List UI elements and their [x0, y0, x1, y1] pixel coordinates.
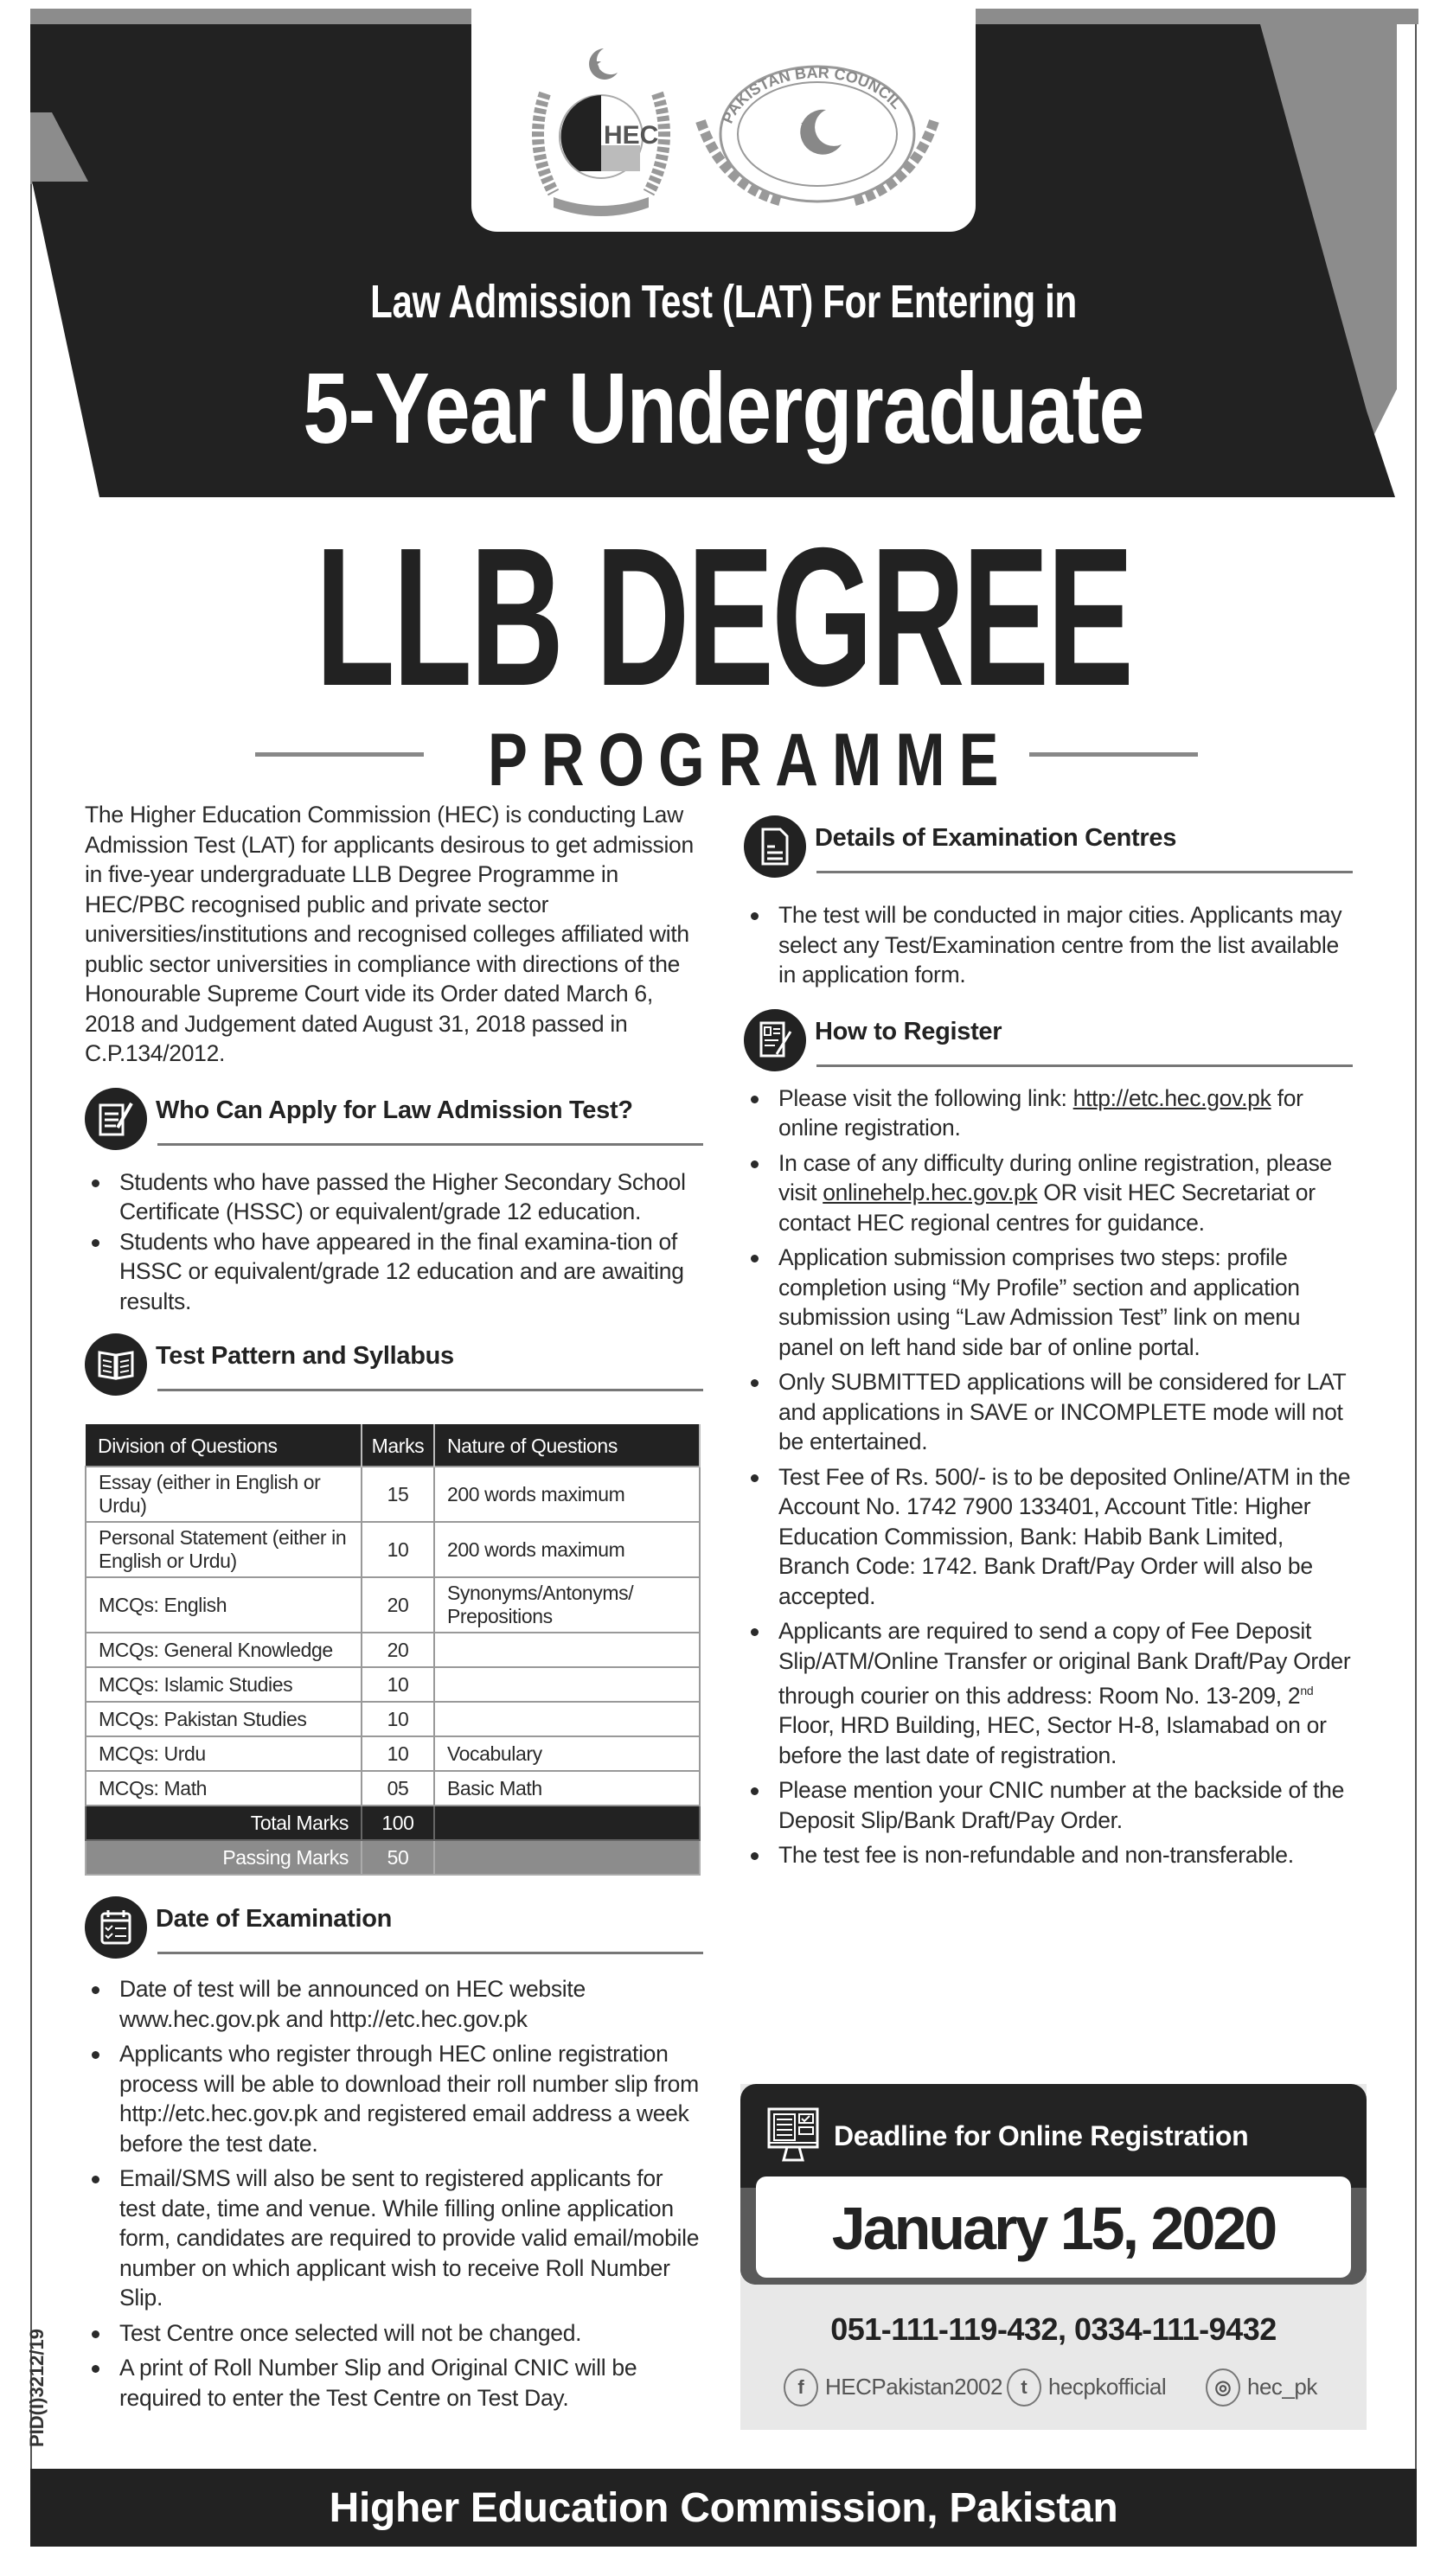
- cell-marks: 10: [362, 1522, 434, 1577]
- programme-rule-left: [255, 752, 424, 757]
- phone-numbers: 051-111-119-432, 0334-111-9432: [830, 2311, 1277, 2347]
- table-row: [86, 1467, 700, 1522]
- cell-marks: 20: [362, 1633, 434, 1667]
- list-item-text: In case of any difficulty during online registration, please visit: [778, 1149, 1332, 1205]
- list-item: Students who have appeared in the final examina-tion of HSSC or equivalent/grade 12 education and are awaiting results.: [85, 1227, 703, 1317]
- section-header-who-can-apply: [85, 1088, 703, 1150]
- row-value: 100: [362, 1806, 434, 1840]
- onlinehelp-link[interactable]: onlinehelp.hec.gov.pk: [823, 1179, 1038, 1205]
- cell-division: Essay (either in English or Urdu): [86, 1467, 362, 1522]
- cell-nature: Vocabulary: [434, 1736, 700, 1771]
- logo-panel: [471, 9, 976, 232]
- exam-centres-list: [744, 900, 1360, 990]
- list-item: Application submission comprises two steps: profile completion using “My Profile” section and application submission using “Law Admission Test” link on menu panel on left hand side bar of online portal.: [744, 1243, 1360, 1362]
- date-of-exam-list: [85, 1974, 703, 2413]
- section-rule: [816, 871, 1353, 873]
- section-header-date-of-exam: [85, 1896, 703, 1959]
- table-header-row: [86, 1424, 700, 1467]
- cell-nature: Synonyms/Antonyms/ Prepositions: [434, 1577, 700, 1633]
- twitter-icon: t: [1007, 2368, 1041, 2407]
- section-rule: [816, 1064, 1353, 1067]
- test-pattern-table: [85, 1424, 701, 1876]
- pakistan-bar-council-logo: [688, 56, 947, 212]
- cell-nature: [434, 1633, 700, 1667]
- list-item: Test Centre once selected will not be changed.: [85, 2318, 703, 2349]
- list-item: [744, 1148, 1360, 1238]
- column-header: Nature of Questions: [434, 1424, 700, 1467]
- cell-division: MCQs: Pakistan Studies: [86, 1702, 362, 1736]
- list-item: [744, 1083, 1360, 1143]
- section-header-test-pattern: [85, 1333, 703, 1396]
- cell-nature: [434, 1702, 700, 1736]
- section-header-exam-centres: [744, 815, 1360, 878]
- programme-rule-right: [1029, 752, 1198, 757]
- column-header: Division of Questions: [86, 1424, 362, 1467]
- deadline-title: Deadline for Online Registration: [834, 2120, 1249, 2151]
- cell-marks: 10: [362, 1736, 434, 1771]
- list-item: [744, 1616, 1360, 1770]
- section-rule: [157, 1143, 703, 1146]
- computer-form-icon: [766, 2106, 820, 2167]
- list-item: The test fee is non-refundable and non-transferable.: [744, 1840, 1360, 1870]
- section-title: Test Pattern and Syllabus: [156, 1342, 454, 1370]
- publication-id: PID(I)3212/19: [26, 2329, 48, 2447]
- main-title: LLB DEGREE: [315, 508, 1132, 727]
- form-pencil-icon: [85, 1088, 147, 1150]
- cell-nature: [434, 1667, 700, 1702]
- cell-division: MCQs: English: [86, 1577, 362, 1633]
- table-row: [86, 1736, 700, 1771]
- pbc-logo-arc-text: PAKISTAN BAR COUNCIL: [718, 63, 906, 126]
- cell-nature: 200 words maximum: [434, 1522, 700, 1577]
- cell-marks: 20: [362, 1577, 434, 1633]
- deadline-panel: [740, 2084, 1367, 2430]
- how-to-register-list: [744, 1083, 1360, 1870]
- list-item: Date of test will be announced on HEC website www.hec.gov.pk and http://etc.hec.gov.pk: [85, 1974, 703, 2034]
- facebook-icon: f: [784, 2368, 818, 2407]
- list-item: Students who have passed the Higher Secondary School Certificate (HSSC) or equivalent/grade 12 education.: [85, 1167, 703, 1227]
- list-item-text: for online registration.: [778, 1084, 1303, 1141]
- section-title: Details of Examination Centres: [815, 824, 1177, 852]
- calendar-checklist-icon: [85, 1896, 147, 1959]
- hec-logo-text: HEC: [604, 121, 659, 150]
- section-rule: [157, 1389, 703, 1391]
- section-rule: [157, 1952, 703, 1954]
- column-header: Marks: [362, 1424, 434, 1467]
- ordinal-suffix: nd: [1300, 1684, 1314, 1697]
- cell-marks: 15: [362, 1467, 434, 1522]
- list-item: The test will be conducted in major cities. Applicants may select any Test/Examination centre from the list available in application form.: [744, 900, 1360, 990]
- cell-nature: Basic Math: [434, 1771, 700, 1806]
- table-row: [86, 1667, 700, 1702]
- instagram-icon: ◎: [1206, 2368, 1240, 2407]
- list-item-text: Applicants are required to send a copy of Fee Deposit Slip/ATM/Online Transfer or original Bank Draft/Pay Order through courier on this address: Room No. 13-209, 2: [778, 1618, 1351, 1709]
- list-item-text: Floor, HRD Building, HEC, Sector H-8, Islamabad on or before the last date of registration.: [778, 1712, 1327, 1768]
- cell-marks: 10: [362, 1702, 434, 1736]
- list-item: Email/SMS will also be sent to registered applicants for test date, time and venue. While filling online application form, candidates are required to provide valid email/mobile number on which applicant wish to receive Roll Number Slip.: [85, 2164, 703, 2313]
- social-handle: hec_pk: [1247, 2374, 1317, 2400]
- programme-subtitle: PROGRAMME: [488, 719, 1013, 802]
- list-item: Please mention your CNIC number at the backside of the Deposit Slip/Bank Draft/Pay Order.: [744, 1775, 1360, 1835]
- cell-division: MCQs: Urdu: [86, 1736, 362, 1771]
- list-item-text: OR visit HEC Secretariat or contact HEC regional centres for guidance.: [778, 1179, 1316, 1236]
- deadline-date: January 15, 2020: [831, 2195, 1276, 2262]
- intro-paragraph: The Higher Education Commission (HEC) is conducting Law Admission Test (LAT) for applicants desirous to get admission in five-year undergraduate LLB Degree Programme in HEC/PBC recognised public and private sector universities/institutions and recognised colleges affiliated with public sector universities in compliance with directions of the Honourable Supreme Court vide its Order dated March 6, 2018 and Judgement dated August 31, 2018 passed in C.P.134/2012.: [85, 802, 694, 1066]
- footer-bar: [30, 2469, 1417, 2547]
- table-row: [86, 1522, 700, 1577]
- list-item: Test Fee of Rs. 500/- is to be deposited Online/ATM in the Account No. 1742 7900 133401, Account Title: Higher Education Commission, Bank: Habib Bank Limited, Branch Code: 1742. Bank Draft/Pay Order will also be accepted.: [744, 1462, 1360, 1612]
- right-column: [744, 800, 1360, 1876]
- list-item: Only SUBMITTED applications will be considered for LAT and applications in SAVE or INCOMPLETE mode will not be entertained.: [744, 1367, 1360, 1457]
- section-title: Date of Examination: [156, 1905, 393, 1933]
- cell-division: MCQs: Math: [86, 1771, 362, 1806]
- table-row: [86, 1702, 700, 1736]
- left-column: [85, 800, 703, 2418]
- header-subtitle: Law Admission Test (LAT) For Entering in: [370, 276, 1077, 328]
- social-handle: hecpkofficial: [1048, 2374, 1167, 2400]
- etc-hec-link[interactable]: http://etc.hec.gov.pk: [1072, 1084, 1271, 1111]
- deadline-card: [740, 2084, 1367, 2285]
- header-title: 5-Year Undergraduate: [303, 352, 1144, 464]
- cell-marks: 10: [362, 1667, 434, 1702]
- row-label: Passing Marks: [86, 1840, 362, 1875]
- cell-division: MCQs: General Knowledge: [86, 1633, 362, 1667]
- register-form-icon: [744, 1009, 806, 1071]
- row-value: 50: [362, 1840, 434, 1875]
- cell-division: Personal Statement (either in English or Urdu): [86, 1522, 362, 1577]
- hec-logo: [528, 42, 675, 223]
- section-title: Who Can Apply for Law Admission Test?: [156, 1096, 633, 1124]
- who-can-apply-list: [85, 1167, 703, 1317]
- section-title: How to Register: [815, 1017, 1002, 1045]
- document-icon: [744, 815, 806, 878]
- cell-nature: 200 words maximum: [434, 1467, 700, 1522]
- list-item: A print of Roll Number Slip and Original CNIC will be required to enter the Test Centre on Test Day.: [85, 2353, 703, 2413]
- social-handle: HECPakistan2002: [825, 2374, 1002, 2400]
- social-links: [784, 2365, 1337, 2408]
- open-book-icon: [85, 1333, 147, 1396]
- deadline-date-box: [756, 2176, 1351, 2278]
- table-row: [86, 1771, 700, 1806]
- table-row: [86, 1577, 700, 1633]
- total-row: [86, 1806, 700, 1840]
- section-header-how-to-register: [744, 1009, 1360, 1071]
- cell-marks: 05: [362, 1771, 434, 1806]
- row-label: Total Marks: [86, 1806, 362, 1840]
- list-item-text: Please visit the following link:: [778, 1084, 1073, 1111]
- footer-text: Higher Education Commission, Pakistan: [329, 2485, 1118, 2531]
- passing-row: [86, 1840, 700, 1875]
- table-row: [86, 1633, 700, 1667]
- programme-row: [255, 718, 1198, 802]
- empty-cell: [434, 1806, 700, 1840]
- cell-division: MCQs: Islamic Studies: [86, 1667, 362, 1702]
- list-item: Applicants who register through HEC online registration process will be able to download their roll number slip from http://etc.hec.gov.pk and registered email address a week before the test date.: [85, 2039, 703, 2158]
- empty-cell: [434, 1840, 700, 1875]
